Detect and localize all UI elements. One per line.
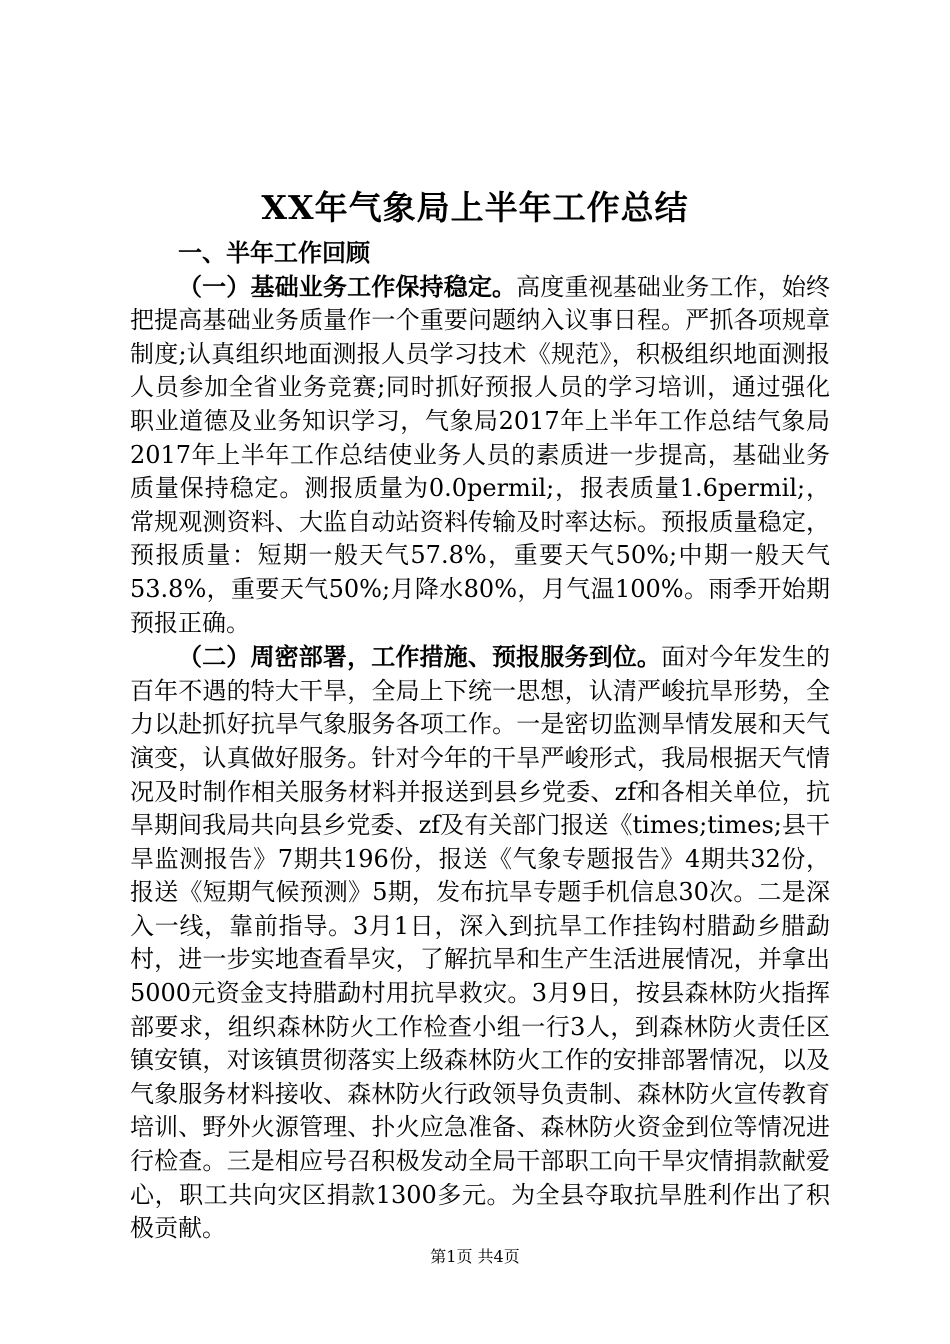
paragraph-lead: （一）基础业务工作保持稳定。 (178, 271, 517, 301)
paragraph-drought-service (130, 640, 830, 1246)
document-title: XX年气象局上半年工作总结 (261, 188, 689, 227)
document-body (130, 236, 830, 1246)
paragraph-basic-operations (130, 270, 830, 641)
paragraph-text: 高度重视基础业务工作，始终把提高基础业务质量作一个重要问题纳入议事日程。严抓各项规章制度;认真组织地面测报人员学习技术《规范》，积极组织地面测报人员参加全省业务竞赛;同时抓好预报人员的学习培训，通过强化职业道德及业务知识学习，气象局2017年上半年工作总结气象局2017年上半年工作总结使业务人员的素质进一步提高，基础业务质量保持稳定。测报质量为0.0permil;，报表质量1.6permil;，常规观测资料、大监自动站资料传输及时率达标。预报质量稳定，预报质量：短期一般天气57.8%，重要天气50%;中期一般天气53.8%，重要天气50%;月降水80%，月气温100%。雨季开始期预报正确。 (130, 272, 831, 637)
page-number: 第1页 共4页 (430, 1247, 520, 1266)
paragraph-text: 面对今年发生的百年不遇的特大干旱，全局上下统一思想，认清严峻抗旱形势，全力以赴抓好抗旱气象服务各项工作。一是密切监测旱情发展和天气演变，认真做好服务。针对今年的干旱严峻形式，我局根据天气情况及时制作相关服务材料并报送到县乡党委、zf和各相关单位，抗旱期间我局共向县乡党委、zf及有关部门报送《times;times;县干旱监测报告》7期共196份，报送《气象专题报告》4期共32份，报送《短期气候预测》5期，发布抗旱专题手机信息30次。二是深入一线，靠前指导。3月1日，深入到抗旱工作挂钩村腊勐乡腊勐村，进一步实地查看旱灾，了解抗旱和生产生活进展情况，并拿出5000元资金支持腊勐村用抗旱救灾。3月9日，按县森林防火指挥部要求，组织森林防火工作检查小组一行3人，到森林防火责任区镇安镇，对该镇贯彻落实上级森林防火工作的安排部署情况，以及气象服务材料接收、森林防火行政领导负责制、森林防火宣传教育培训、野外火源管理、扑火应急准备、森林防火资金到位等情况进行检查。三是相应号召积极发动全局干部职工向干旱灾情捐款献爱心，职工共向灾区捐款1300多元。为全县夺取抗旱胜利作出了积极贡献。 (130, 643, 831, 1243)
section-heading: 一、半年工作回顾 (178, 238, 370, 267)
paragraph-lead: （二）周密部署，工作措施、预报服务到位。 (178, 642, 662, 672)
